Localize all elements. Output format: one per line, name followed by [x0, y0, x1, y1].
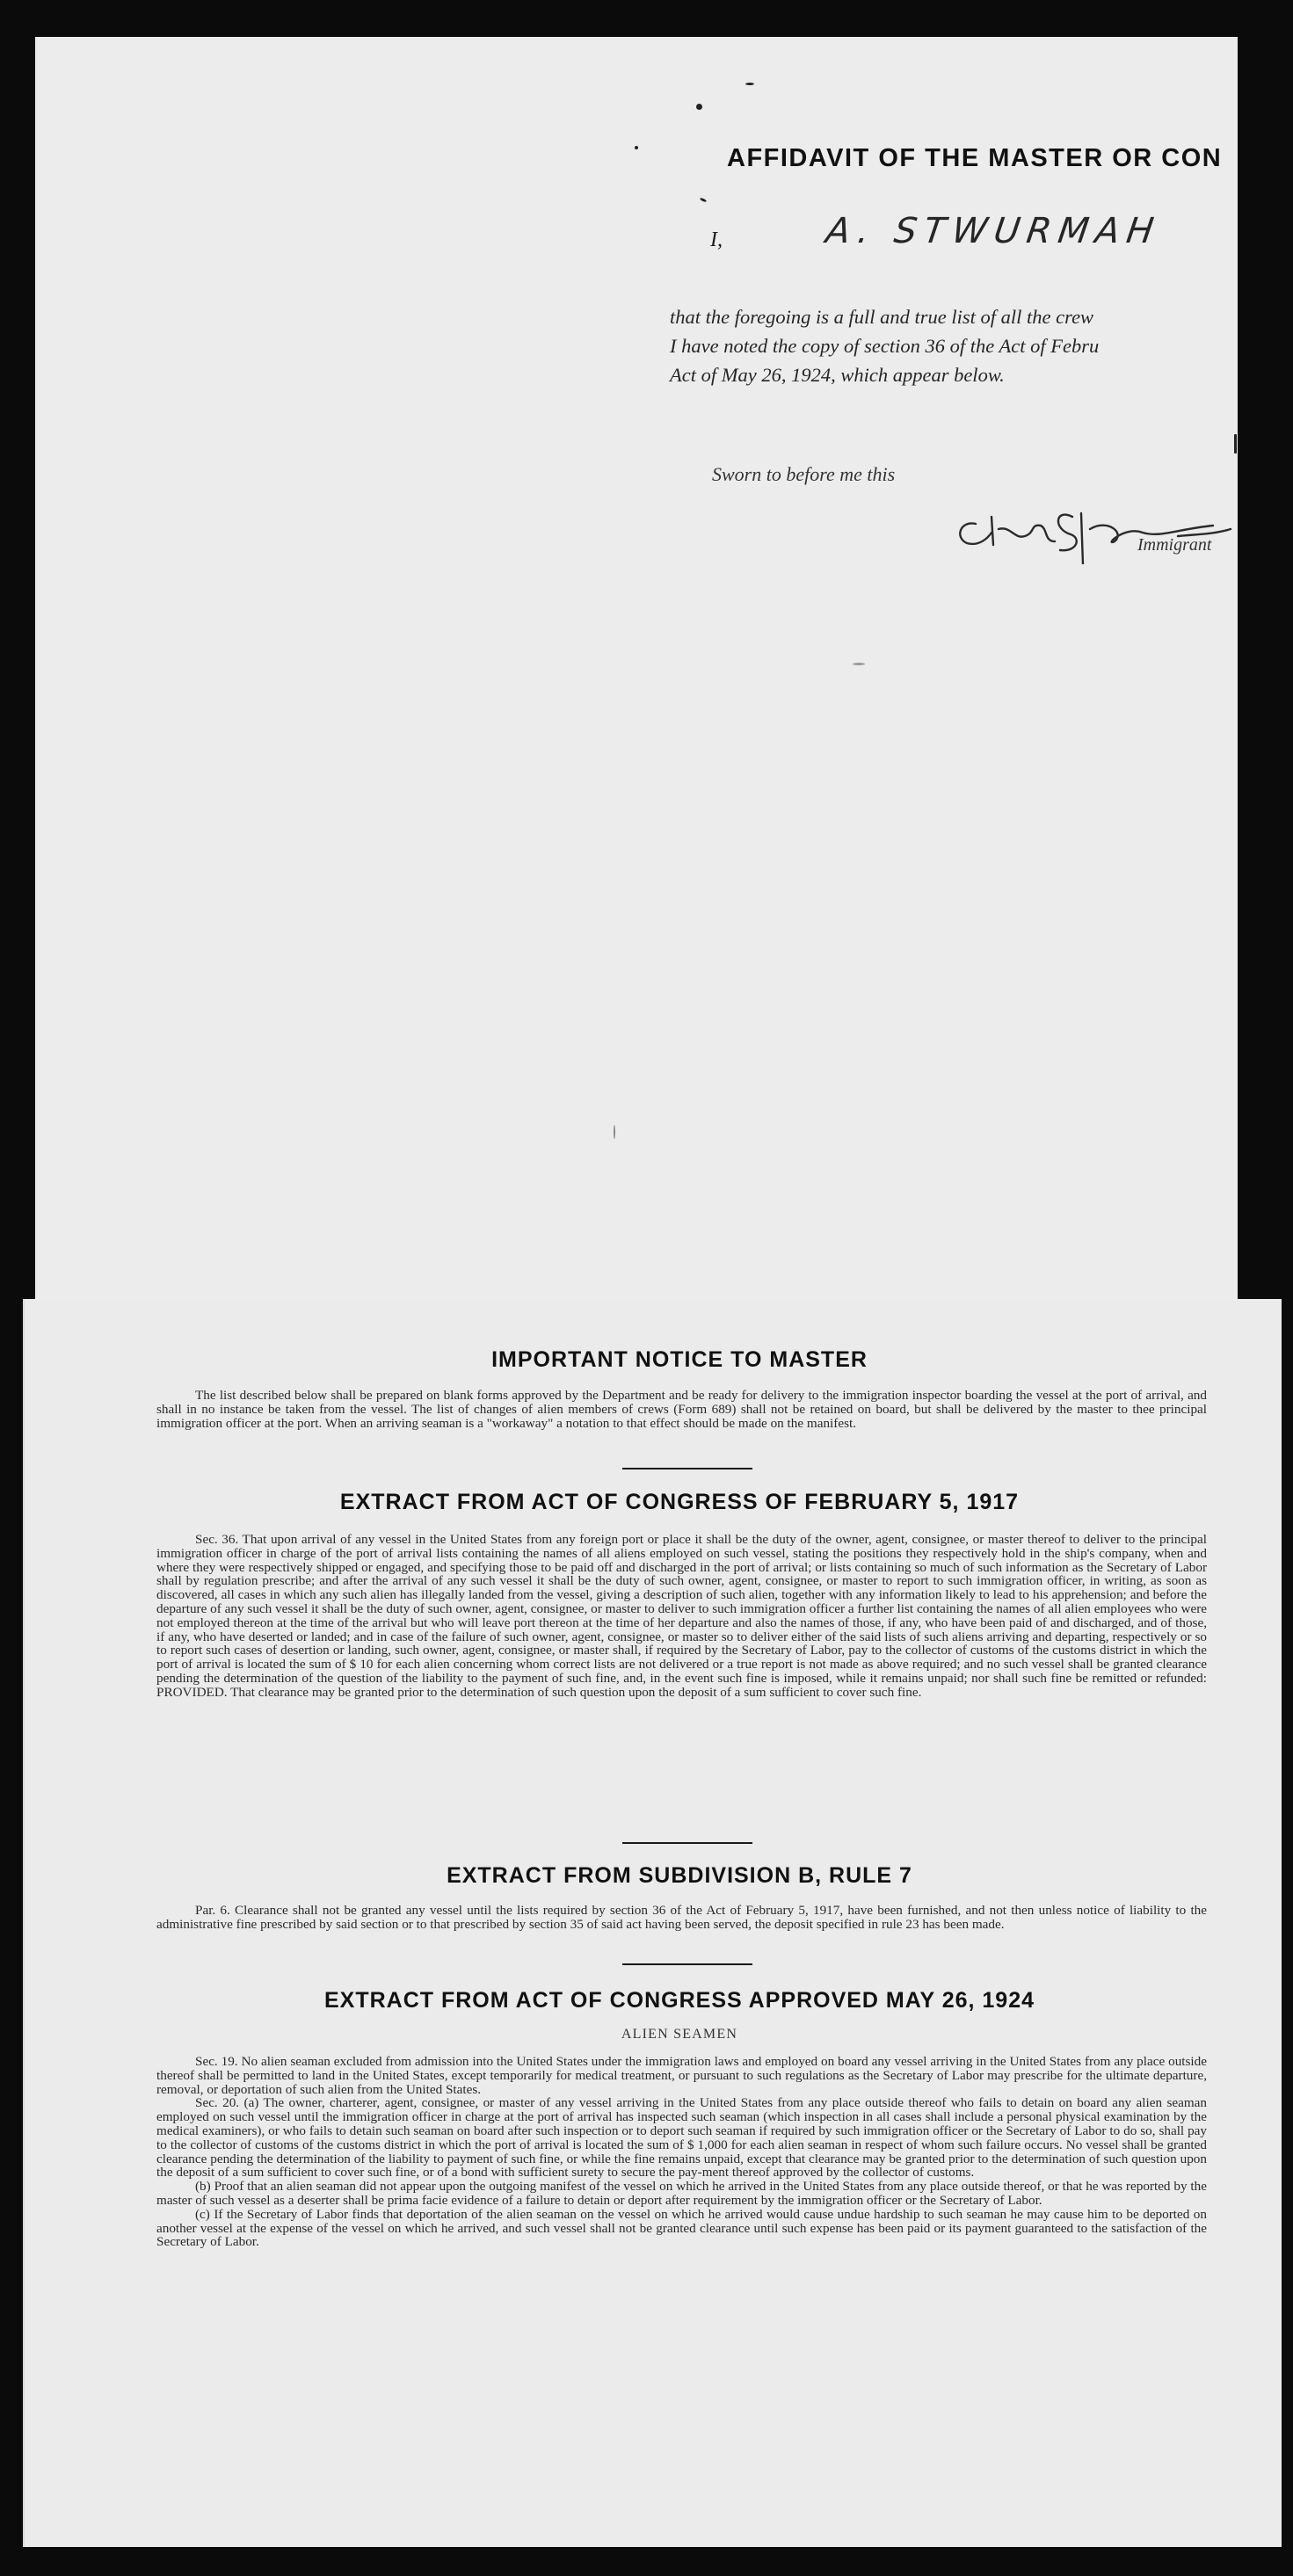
rule7-title: EXTRACT FROM SUBDIVISION B, RULE 7	[447, 1863, 912, 1888]
extract-1917-paragraph: Sec. 36. That upon arrival of any vessel in the United States from any foreign port or place it shall be the duty of the owner, agent, consignee, or master thereof to deliver to the principal immigration officer in charge of the port of arrival lists containing the names of all aliens employed on such vessel, stating the positions they respectively hold in the ship's company, when and where they were respectively shipped or engaged, and specifying those to be paid off and discharged in the port of arrival; or lists containing so much of such information as the Secretary of Labor shall by regulation prescribe; and after the arrival of any such vessel it shall be the duty of such owner, agent, consignee, or master to report to such immigration officer, in writing, as soon as discovered, all cases in which any such alien has illegally landed from the vessel, giving a description of such alien, together with any information likely to lead to his apprehension; and before the departure of any such vessel it shall be the duty of such owner, agent, consignee, or master to deliver to such immigration officer a further list containing the names of all alien employees who were not employed thereon at the time of the arrival but who will leave port thereon at the time of her departure and also the names of those, if any, who have been paid of and discharged, and of those, if any, who have deserted or landed; and in case of the failure of such owner, agent, consignee, or master so to deliver either of the said lists of such aliens arriving and departing, respectively or so to report such cases of desertion or landing, such owner, agent, consignee, or master shall, if required by the Secretary of Labor, pay to the collector of customs of the customs district in which the port of arrival is located the sum of $ 10 for each alien concerning whom correct lists are not delivered or a true report is not made as above required; and no such vessel shall be granted clearance pending the determination of the question of the liability to the payment of such fine, and, in the event such fine is imposed, while it remains unpaid; nor shall such fine be remitted or refunded: PROVIDED. That clearance may be granted prior to the determination of such question upon the deposit of a sum sufficient to cover such fine.	[156, 1532, 1207, 1700]
affidavit-line: Act of May 26, 1924, which appear below.	[670, 364, 1005, 386]
section-divider	[622, 1842, 752, 1844]
scan-speck	[745, 83, 754, 85]
notice-text	[156, 1389, 1207, 1430]
scan-speck	[696, 104, 702, 110]
section-divider	[622, 1468, 752, 1469]
affidavit-statement	[670, 302, 1238, 389]
rule7-text	[156, 1904, 1207, 1932]
scan-speck	[700, 197, 708, 202]
sworn-label: Sworn to before me this	[712, 463, 896, 485]
rule7-paragraph: Par. 6. Clearance shall not be granted any vessel until the lists required by section 36 of the Act of February 5, 1917, have been furnished, and not then unless notice of liability to the administrative fine prescribed by said section or to that prescribed by section 35 of said act having been served, the deposit specified in rule 23 has been made.	[156, 1903, 1207, 1932]
immigrant-label: Immigrant	[1137, 535, 1212, 555]
affidavit-line: that the foregoing is a full and true list of all the crew	[670, 306, 1094, 328]
notice-paragraph: The list described below shall be prepared on blank forms approved by the Department and be ready for delivery to the immigration inspector boarding the vessel at the port of arrival, and shall in no instance be taken from the vessel. The list of changes of alien members of crews (Form 689) shall not be retained on board, but shall be delivered by the master to thee principal immigration officer at the port. When an arriving seaman is a "workaway" a notation to that effect should be made on the manifest.	[156, 1388, 1207, 1431]
extract-1924-title: EXTRACT FROM ACT OF CONGRESS APPROVED MAY 26, 1924	[323, 1988, 1035, 2013]
alien-seamen-subhead: ALIEN SEAMEN	[621, 2027, 738, 2042]
sec19-paragraph: Sec. 19. No alien seaman excluded from admission into the United States under the immigration laws and employed on board any vessel arriving in the United States from any place outside thereof shall be permitted to land in the United States, except temporarily for medical treatment, or pursuant to such regulations as the Secretary of Labor may prescribe for the ultimate departure, removal, or deportation of such alien from the United States.	[156, 2054, 1207, 2097]
scan-speck	[635, 146, 638, 149]
affidavit-title: AFFIDAVIT OF THE MASTER OR CON	[727, 144, 1223, 172]
scan-speck	[853, 663, 865, 665]
extract-1917-title: EXTRACT FROM ACT OF CONGRESS OF FEBRUARY 5, 1917	[339, 1490, 1020, 1514]
sec20c-paragraph: (c) If the Secretary of Labor finds that deportation of the alien seaman on the vessel on which he arrived would cause undue hardship to such seaman he may cause him to be deported on another vessel at the expense of the vessel on which he arrived, and such vessel shall not be granted clearance until such expense has been paid or its payment guaranteed to the satisfaction of the Secretary of Labor.	[156, 2206, 1207, 2250]
extract-1917-text	[156, 1533, 1207, 1700]
scan-speck	[614, 1125, 615, 1139]
scan-speck	[1234, 434, 1237, 454]
extract-1924-text	[156, 2055, 1207, 2249]
notice-title: IMPORTANT NOTICE TO MASTER	[491, 1347, 868, 1372]
sec20b-paragraph: (b) Proof that an alien seaman did not appear upon the outgoing manifest of the vessel on which he arrived in the United States from any place outside thereof, or that he was reported by the master of such vessel as a deserter shall be prima facie evidence of a failure to detain or deport after requirement by the immigration officer or the Secretary of Labor.	[156, 2179, 1207, 2208]
handwritten-master-name: A. STWURMAH	[823, 211, 1164, 251]
affidavit-i-label: I,	[710, 229, 723, 251]
section-divider	[622, 1963, 752, 1965]
sec20a-paragraph: Sec. 20. (a) The owner, charterer, agent, consignee, or master of any vessel arriving in the United States from any place outside thereof who fails to detain on board any alien seaman employed on such vessel until the immigration officer in charge at the port of arrival has inspected such seaman (which inspection in all cases shall include a personal physical examination by the medical examiners), or who fails to detain such seaman on board after such inspection or to deport such seaman if required by such immigration officer or the Secretary of Labor to do so, shall pay to the collector of customs of the customs district in which the port of arrival is located the sum of $ 1,000 for each alien seaman in respect of whom such failure occurs. No vessel shall be granted clearance pending the determination of the liability to payment of such fine, or while the fine remains unpaid, except that clearance may be granted prior to the determination of such question upon the deposit of a sum sufficient to cover such fine, or of a bond with sufficient surety to secure the pay-ment thereof approved by the collector of customs.	[156, 2095, 1207, 2181]
affidavit-line: I have noted the copy of section 36 of the Act of Febru	[670, 335, 1100, 357]
